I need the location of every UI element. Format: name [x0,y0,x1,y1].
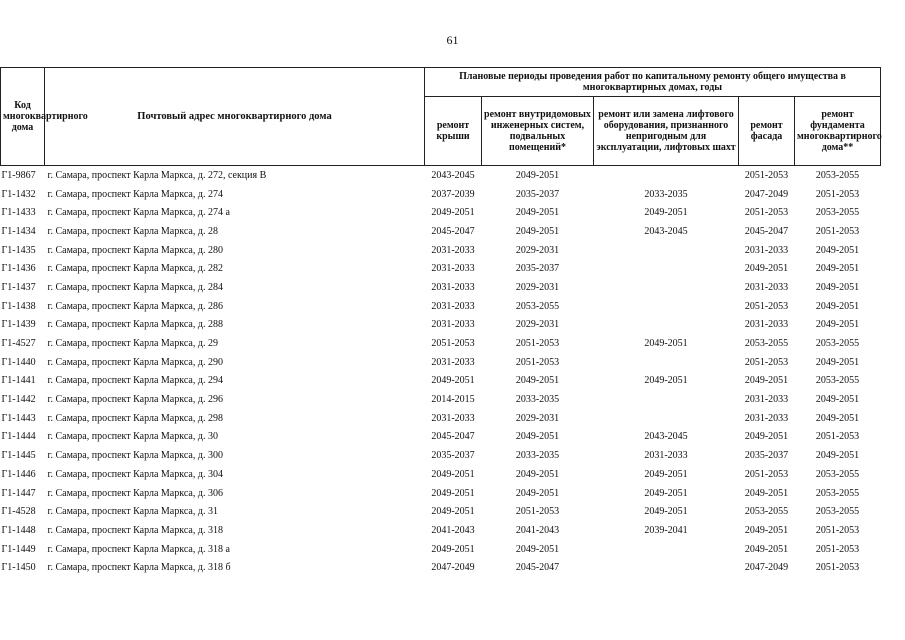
cell-roof: 2031-2033 [431,281,475,293]
cell-foundation: 2051-2053 [815,562,860,574]
table-row [1,502,881,521]
cell-foundation: 2053-2055 [815,487,860,499]
cell-roof: 2031-2033 [431,244,475,256]
table-row [1,166,881,185]
cell-code: Г1-1439 [1,319,36,331]
cell-code: Г1-1448 [1,524,36,536]
cell-elevator: 2049-2051 [644,468,688,480]
cell-foundation: 2049-2051 [815,356,860,368]
cell-systems: 2041-2043 [515,524,560,536]
cell-facade: 2049-2051 [744,487,789,499]
cell-address: г. Самара, проспект Карла Маркса, д. 306 [47,487,223,499]
cell-address: г. Самара, проспект Карла Маркса, д. 28 [47,225,218,237]
header-code: Код многоквартирного дома [1,68,45,166]
cell-systems: 2049-2051 [515,468,560,480]
cell-address: г. Самара, проспект Карла Маркса, д. 282 [47,263,223,275]
cell-elevator: 2049-2051 [644,487,688,499]
cell-address: г. Самара, проспект Карла Маркса, д. 30 [47,431,218,443]
cell-foundation: 2051-2053 [815,225,860,237]
cell-roof: 2031-2033 [431,356,475,368]
header-systems: ремонт внутридомовых инженерных систем, подвальных помещений* [482,97,594,166]
cell-address: г. Самара, проспект Карла Маркса, д. 280 [47,244,223,256]
cell-elevator: 2049-2051 [644,506,688,518]
cell-code: Г1-4527 [1,338,36,350]
table-row [1,185,881,204]
cell-systems: 2029-2031 [515,281,560,293]
cell-foundation: 2049-2051 [815,412,860,424]
cell-address: г. Самара, проспект Карла Маркса, д. 300 [47,450,223,462]
table-row [1,259,881,278]
cell-roof: 2045-2047 [431,431,475,443]
cell-code: Г1-1440 [1,356,36,368]
table-row [1,334,881,353]
table-row [1,521,881,540]
cell-foundation: 2053-2055 [815,506,860,518]
cell-address: г. Самара, проспект Карла Маркса, д. 318 [47,524,223,536]
table-row [1,278,881,297]
header-periods-group: Плановые периоды проведения работ по капитальному ремонту общего имущества в многоквартирных домах, годы [425,68,881,97]
cell-facade: 2031-2033 [744,281,789,293]
cell-foundation: 2049-2051 [815,281,860,293]
cell-foundation: 2051-2053 [815,188,860,200]
cell-facade: 2051-2053 [739,166,795,185]
cell-code: Г1-1433 [1,207,36,219]
cell-systems: 2051-2053 [515,338,560,350]
cell-systems: 2049-2051 [515,431,560,443]
cell-elevator [594,241,739,260]
cell-roof: 2049-2051 [431,468,475,480]
cell-code: Г1-1436 [1,263,36,275]
table-row [1,222,881,241]
cell-foundation: 2049-2051 [815,450,860,462]
cell-elevator: 2043-2045 [644,431,688,443]
cell-systems: 2049-2051 [482,166,594,185]
table-row [1,316,881,335]
header-roof: ремонт крыши [425,97,482,166]
cell-roof: 2031-2033 [431,300,475,312]
cell-elevator [594,409,739,428]
cell-foundation: 2053-2055 [815,207,860,219]
cell-address: г. Самара, проспект Карла Маркса, д. 29 [47,338,218,350]
header-elevator: ремонт или замена лифтового оборудования, признанного непригодным для эксплуатации, лифтовых шахт [594,97,739,166]
cell-address: г. Самара, проспект Карла Маркса, д. 296 [47,394,223,406]
cell-systems: 2029-2031 [515,412,560,424]
table-row [1,297,881,316]
cell-address: г. Самара, проспект Карла Маркса, д. 318 а [47,543,230,555]
table-row [1,558,881,577]
cell-roof: 2047-2049 [431,562,475,574]
cell-address: г. Самара, проспект Карла Маркса, д. 294 [47,375,223,387]
cell-roof: 2043-2045 [425,166,482,185]
cell-foundation: 2053-2055 [795,166,881,185]
cell-systems: 2029-2031 [515,244,560,256]
cell-systems: 2035-2037 [515,263,560,275]
cell-foundation: 2053-2055 [815,375,860,387]
cell-roof: 2031-2033 [431,263,475,275]
cell-elevator: 2039-2041 [644,524,688,536]
table-row [1,465,881,484]
cell-foundation: 2049-2051 [815,319,860,331]
cell-elevator [594,390,739,409]
cell-code: Г1-1443 [1,412,36,424]
cell-code: Г1-4528 [1,506,36,518]
cell-elevator [594,316,739,335]
table-row [1,372,881,391]
cell-elevator [594,353,739,372]
cell-code: Г1-1437 [1,281,36,293]
cell-elevator [594,166,739,185]
cell-facade: 2051-2053 [744,468,789,480]
cell-systems: 2033-2035 [515,450,560,462]
cell-code: Г1-1432 [1,188,36,200]
cell-facade: 2031-2033 [744,394,789,406]
cell-facade: 2053-2055 [744,338,789,350]
table-row [1,353,881,372]
cell-code: Г1-1438 [1,300,36,312]
cell-elevator: 2031-2033 [644,450,688,462]
cell-elevator: 2043-2045 [644,225,688,237]
cell-address: г. Самара, проспект Карла Маркса, д. 318 б [47,562,231,574]
cell-address: г. Самара, проспект Карла Маркса, д. 288 [47,319,223,331]
table-row [1,484,881,503]
cell-facade: 2045-2047 [744,225,789,237]
cell-code: Г1-1441 [1,375,36,387]
cell-roof: 2031-2033 [431,412,475,424]
header-foundation: ремонт фундамента многоквартирного дома** [795,97,881,166]
cell-roof: 2041-2043 [431,524,475,536]
cell-facade: 2051-2053 [744,207,789,219]
cell-systems: 2049-2051 [515,207,560,219]
table-body [1,166,881,578]
cell-address: г. Самара, проспект Карла Маркса, д. 274 [47,188,223,200]
page-number: 61 [446,33,459,47]
cell-roof: 2037-2039 [431,188,475,200]
cell-code: Г1-1450 [1,562,36,574]
cell-elevator [594,278,739,297]
cell-facade: 2049-2051 [744,524,789,536]
cell-code: Г1-1446 [1,468,36,480]
cell-code: Г1-9867 [1,166,45,185]
cell-systems: 2049-2051 [515,225,560,237]
cell-facade: 2053-2055 [744,506,789,518]
cell-code: Г1-1444 [1,431,36,443]
cell-address: г. Самара, проспект Карла Маркса, д. 284 [47,281,223,293]
cell-systems: 2053-2055 [515,300,560,312]
cell-code: Г1-1434 [1,225,36,237]
cell-foundation: 2049-2051 [815,244,860,256]
cell-systems: 2049-2051 [515,543,560,555]
cell-foundation: 2051-2053 [815,431,860,443]
cell-address: г. Самара, проспект Карла Маркса, д. 298 [47,412,223,424]
cell-facade: 2031-2033 [744,319,789,331]
cell-facade: 2049-2051 [744,263,789,275]
table-row [1,446,881,465]
cell-roof: 2049-2051 [431,487,475,499]
cell-code: Г1-1435 [1,244,36,256]
cell-systems: 2049-2051 [515,487,560,499]
cell-address: г. Самара, проспект Карла Маркса, д. 290 [47,356,223,368]
cell-address: г. Самара, проспект Карла Маркса, д. 272, секция В [45,166,425,185]
cell-elevator [594,259,739,278]
cell-systems: 2051-2053 [515,506,560,518]
cell-roof: 2049-2051 [431,375,475,387]
cell-address: г. Самара, проспект Карла Маркса, д. 274 а [47,207,230,219]
cell-elevator: 2049-2051 [644,375,688,387]
table-row [1,241,881,260]
table-row [1,428,881,447]
table-row [1,203,881,222]
cell-code: Г1-1445 [1,450,36,462]
cell-code: Г1-1442 [1,394,36,406]
cell-roof: 2049-2051 [431,207,475,219]
cell-systems: 2029-2031 [515,319,560,331]
cell-code: Г1-1447 [1,487,36,499]
cell-facade: 2035-2037 [744,450,789,462]
cell-facade: 2049-2051 [744,375,789,387]
header-address: Почтовый адрес многоквартирного дома [45,68,425,166]
cell-elevator [594,297,739,316]
cell-systems: 2045-2047 [515,562,560,574]
cell-facade: 2051-2053 [744,356,789,368]
cell-systems: 2049-2051 [515,375,560,387]
cell-foundation: 2051-2053 [815,524,860,536]
cell-systems: 2051-2053 [515,356,560,368]
cell-facade: 2031-2033 [744,244,789,256]
table-row [1,540,881,559]
table-row [1,409,881,428]
cell-foundation: 2049-2051 [815,263,860,275]
cell-elevator: 2033-2035 [644,188,688,200]
cell-systems: 2035-2037 [515,188,560,200]
header-facade: ремонт фасада [739,97,795,166]
cell-elevator [594,558,739,577]
table-header [1,68,881,166]
cell-code: Г1-1449 [1,543,36,555]
cell-facade: 2047-2049 [744,562,789,574]
cell-facade: 2047-2049 [744,188,789,200]
cell-elevator: 2049-2051 [644,338,688,350]
cell-systems: 2033-2035 [515,394,560,406]
cell-foundation: 2053-2055 [815,338,860,350]
cell-elevator [594,540,739,559]
cell-foundation: 2051-2053 [815,543,860,555]
cell-roof: 2031-2033 [431,319,475,331]
cell-facade: 2031-2033 [744,412,789,424]
table-row [1,390,881,409]
cell-address: г. Самара, проспект Карла Маркса, д. 304 [47,468,223,480]
cell-facade: 2051-2053 [744,300,789,312]
cell-facade: 2049-2051 [744,431,789,443]
cell-roof: 2045-2047 [431,225,475,237]
cell-address: г. Самара, проспект Карла Маркса, д. 31 [47,506,218,518]
cell-foundation: 2049-2051 [815,394,860,406]
cell-roof: 2035-2037 [431,450,475,462]
cell-facade: 2049-2051 [744,543,789,555]
cell-elevator: 2049-2051 [644,207,688,219]
cell-roof: 2049-2051 [431,506,475,518]
cell-foundation: 2049-2051 [815,300,860,312]
cell-roof: 2014-2015 [431,394,475,406]
cell-address: г. Самара, проспект Карла Маркса, д. 286 [47,300,223,312]
capital-repair-table [0,67,881,577]
cell-roof: 2049-2051 [431,543,475,555]
cell-roof: 2051-2053 [431,338,475,350]
cell-foundation: 2053-2055 [815,468,860,480]
